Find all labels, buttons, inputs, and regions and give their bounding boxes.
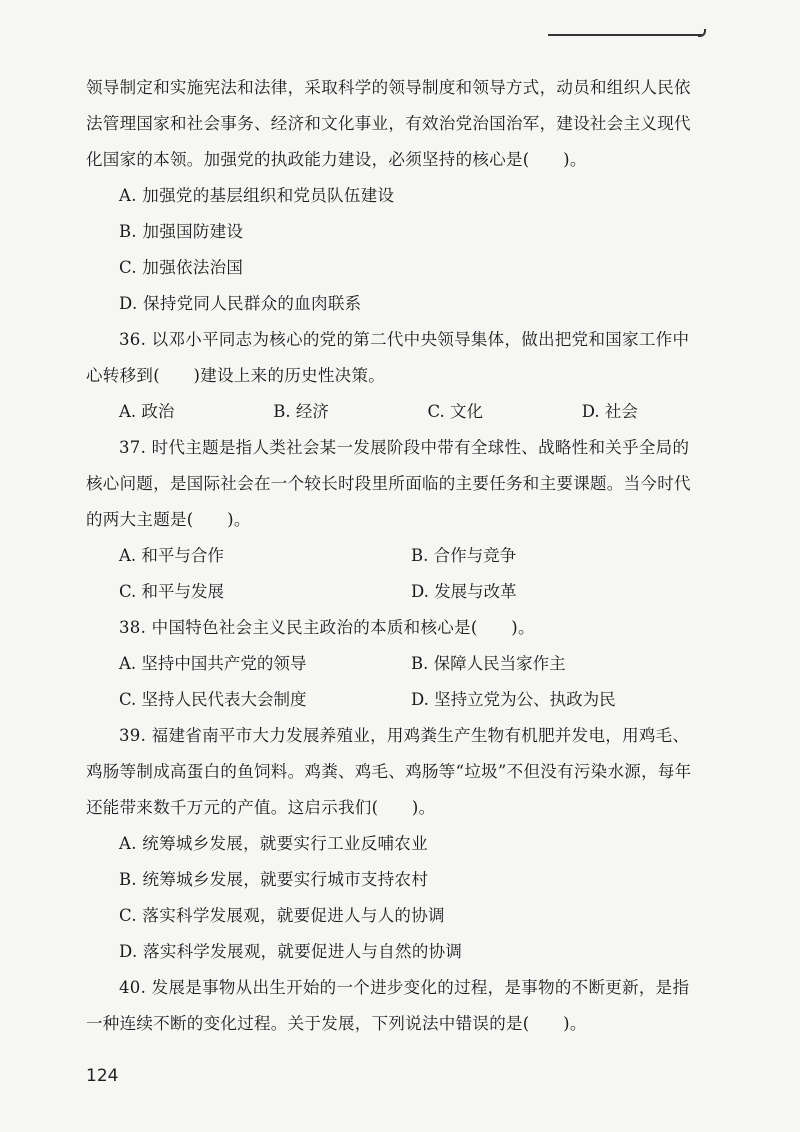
question-35-line-1: 领导制定和实施宪法和法律，采取科学的领导制度和领导方式，动员和组织人民依 <box>86 78 691 97</box>
question-38-option-b: B. 保障人民当家作主 <box>411 654 566 673</box>
question-39 <box>86 718 736 970</box>
question-39-line-2: 鸡肠等制成高蛋白的鱼饲料。鸡粪、鸡毛、鸡肠等“垃圾”不但没有污染水源，每年 <box>86 762 692 781</box>
question-38-line-1: 38. 中国特色社会主义民主政治的本质和核心是( )。 <box>119 618 535 637</box>
question-39-option-a: A. 统筹城乡发展，就要实行工业反哺农业 <box>119 834 428 853</box>
question-37-option-b: B. 合作与竞争 <box>411 546 517 565</box>
question-37-option-c: C. 和平与发展 <box>119 582 225 601</box>
question-36-option-a: A. 政治 <box>119 402 175 421</box>
question-36-options <box>86 394 736 430</box>
question-36-option-d: D. 社会 <box>581 402 638 421</box>
question-38-options-row-1 <box>86 646 736 682</box>
question-37-line-3: 的两大主题是( )。 <box>86 510 251 529</box>
question-35-line-2: 法管理国家和社会事务、经济和文化事业，有效治党治国治军，建设社会主义现代 <box>86 114 691 133</box>
header-rule <box>548 34 702 36</box>
question-37-line-1: 37. 时代主题是指人类社会某一发展阶段中带有全球性、战略性和关乎全局的 <box>119 438 690 457</box>
question-35-option-b: B. 加强国防建设 <box>119 222 244 241</box>
page-number: 124 <box>86 1066 119 1086</box>
question-38-option-a: A. 坚持中国共产党的领导 <box>119 654 307 673</box>
question-37-option-d: D. 发展与改革 <box>411 582 517 601</box>
question-39-option-d: D. 落实科学发展观，就要促进人与自然的协调 <box>119 942 463 961</box>
question-37-line-2: 核心问题，是国际社会在一个较长时段里所面临的主要任务和主要课题。当今时代 <box>86 474 691 493</box>
question-35 <box>86 70 736 322</box>
question-39-line-3: 还能带来数千万元的产值。这启示我们( )。 <box>86 798 436 817</box>
question-39-line-1: 39. 福建省南平市大力发展养殖业，用鸡粪生产生物有机肥并发电，用鸡毛、 <box>119 726 690 745</box>
question-40-line-1: 40. 发展是事物从出生开始的一个进步变化的过程，是事物的不断更新，是指 <box>119 978 690 997</box>
question-39-option-b: B. 统筹城乡发展，就要实行城市支持农村 <box>119 870 429 889</box>
question-37-option-a: A. 和平与合作 <box>119 546 224 565</box>
question-36-line-2: 心转移到( )建设上来的历史性决策。 <box>86 366 386 385</box>
question-40-line-2: 一种连续不断的变化过程。关于发展，下列说法中错误的是( )。 <box>86 1014 587 1033</box>
question-37 <box>86 430 736 610</box>
question-36 <box>86 322 736 430</box>
question-36-option-c: C. 文化 <box>427 402 484 421</box>
question-35-option-a: A. 加强党的基层组织和党员队伍建设 <box>119 186 395 205</box>
page-body <box>86 70 736 1042</box>
question-36-line-1: 36. 以邓小平同志为核心的党的第二代中央领导集体，做出把党和国家工作中 <box>119 330 690 349</box>
question-35-option-d: D. 保持党同人民群众的血肉联系 <box>119 294 362 313</box>
question-38-option-d: D. 坚持立党为公、执政为民 <box>411 690 616 709</box>
question-38 <box>86 610 736 718</box>
question-36-option-b: B. 经济 <box>273 402 329 421</box>
question-40 <box>86 970 736 1042</box>
question-38-options-row-2 <box>86 682 736 718</box>
question-35-option-c: C. 加强依法治国 <box>119 258 244 277</box>
question-38-option-c: C. 坚持人民代表大会制度 <box>119 690 307 709</box>
question-37-options-row-1 <box>86 538 736 574</box>
question-37-options-row-2 <box>86 574 736 610</box>
question-35-line-3: 化国家的本领。加强党的执政能力建设，必须坚持的核心是( )。 <box>86 150 587 169</box>
question-39-option-c: C. 落实科学发展观，就要促进人与人的协调 <box>119 906 445 925</box>
